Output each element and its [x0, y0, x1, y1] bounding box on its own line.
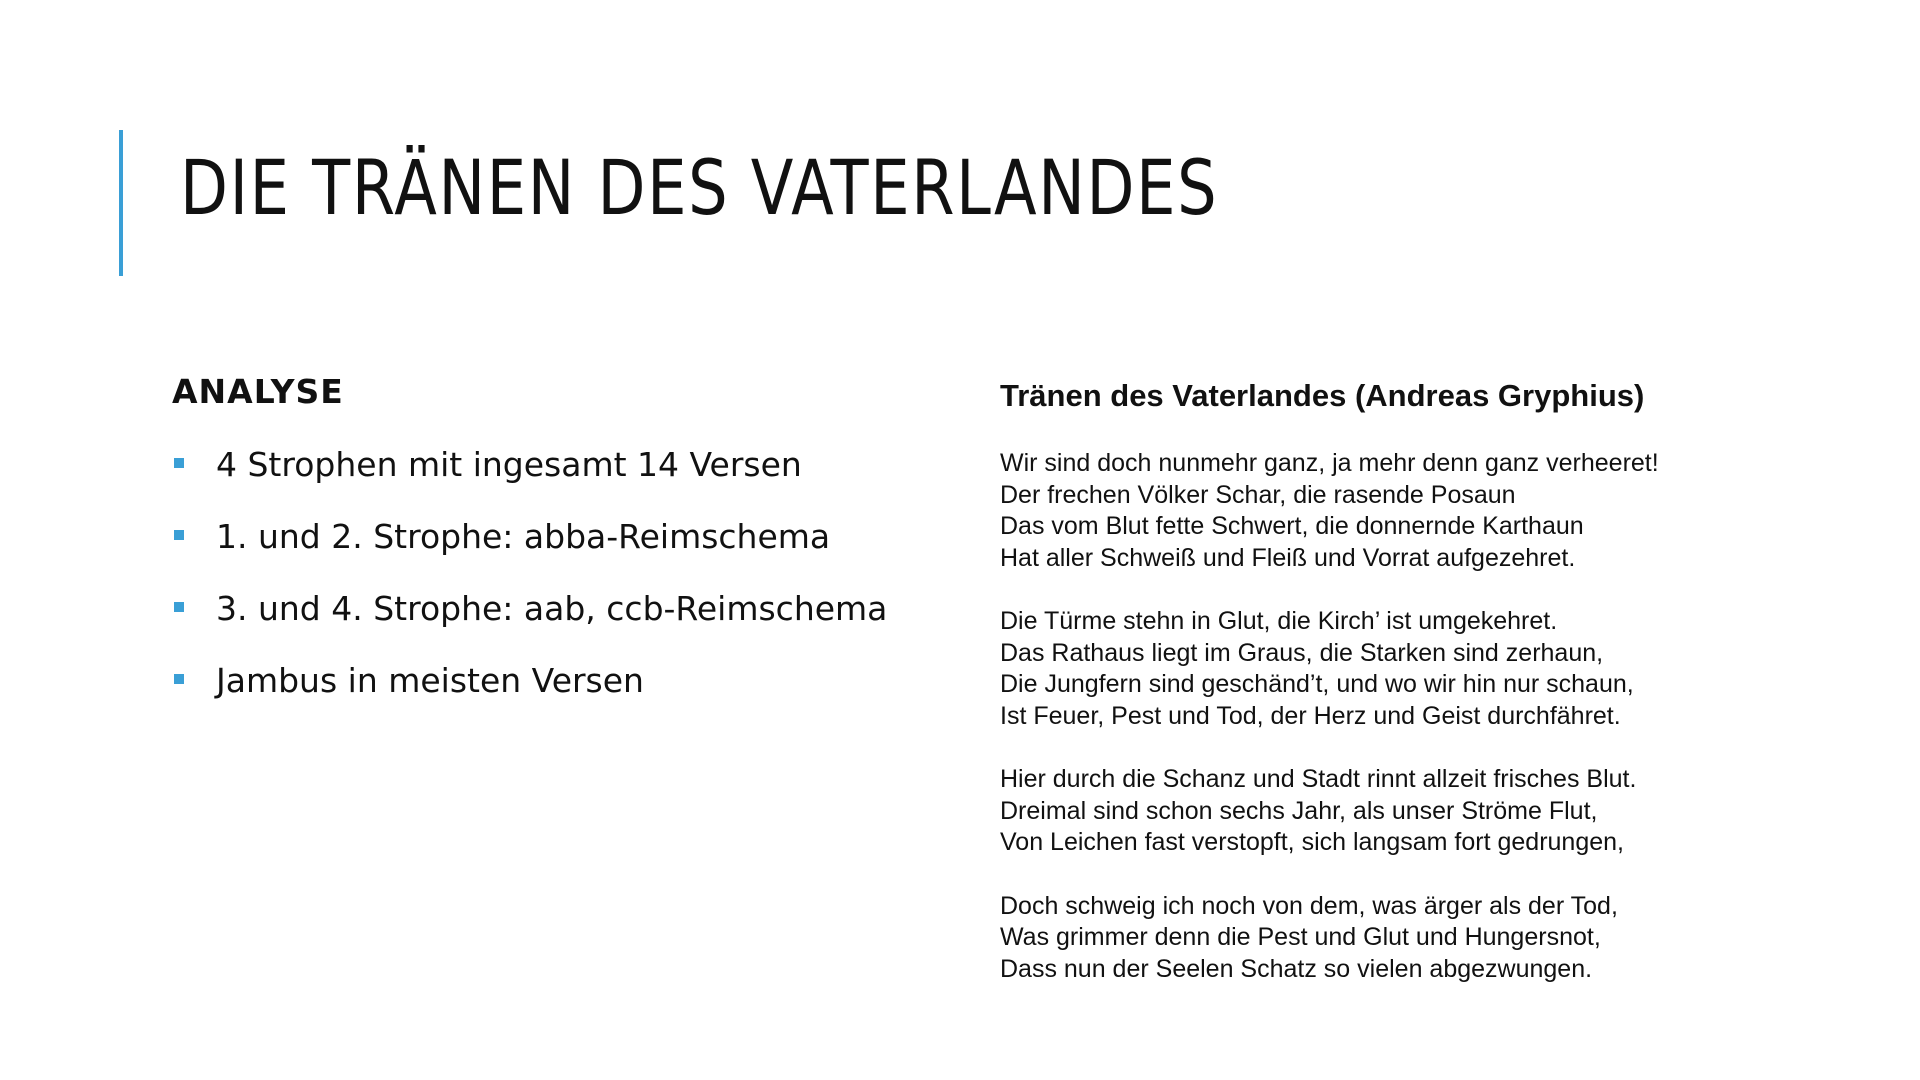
square-bullet-icon	[174, 674, 184, 684]
poem-verse: Die Türme stehn in Glut, die Kirch’ ist umgekehret.	[1000, 607, 1558, 635]
poem-stanza-2	[1000, 606, 1740, 732]
bullet-text: 4 Strophen mit ingesamt 14 Versen	[216, 445, 802, 484]
poem-verse: Was grimmer denn die Pest und Glut und Hungersnot,	[1000, 923, 1601, 951]
square-bullet-icon	[174, 530, 184, 540]
poem-verse: Das Rathaus liegt im Graus, die Starken sind zerhaun,	[1000, 638, 1604, 667]
analysis-bullet-item	[172, 587, 912, 631]
poem-verse: Die Jungfern sind geschänd’t, und wo wir hin nur schaun,	[1000, 670, 1634, 698]
analysis-section	[172, 372, 912, 731]
poem-title: Tränen des Vaterlandes (Andreas Gryphius)	[1000, 378, 1645, 413]
bullet-text: 3. und 4. Strophe: aab, ccb-Reimschema	[216, 589, 888, 628]
analysis-bullet-item	[172, 659, 912, 703]
poem-verse: Wir sind doch nunmehr ganz, ja mehr denn ganz verheeret!	[1000, 449, 1659, 477]
poem-verse: Der frechen Völker Schar, die rasende Posaun	[1000, 480, 1516, 509]
poem-stanza-1	[1000, 448, 1740, 574]
analysis-bullet-item	[172, 515, 912, 559]
title-accent-bar	[119, 130, 123, 276]
analysis-bullet-list	[172, 443, 912, 703]
analysis-heading: ANALYSE	[172, 372, 344, 411]
poem-verse: Hat aller Schweiß und Fleiß und Vorrat aufgezehret.	[1000, 543, 1576, 572]
bullet-text: Jambus in meisten Versen	[216, 661, 644, 700]
bullet-text: 1. und 2. Strophe: abba-Reimschema	[216, 517, 831, 556]
analysis-bullet-item	[172, 443, 912, 487]
square-bullet-icon	[174, 458, 184, 468]
poem-image-panel	[1000, 378, 1740, 1017]
poem-stanza-4	[1000, 891, 1740, 986]
square-bullet-icon	[174, 602, 184, 612]
poem-verse: Dass nun der Seelen Schatz so vielen abgezwungen.	[1000, 954, 1593, 983]
poem-verse: Ist Feuer, Pest und Tod, der Herz und Geist durchfähret.	[1000, 701, 1621, 730]
poem-verse: Hier durch die Schanz und Stadt rinnt allzeit frisches Blut.	[1000, 765, 1637, 793]
poem-verse: Von Leichen fast verstopft, sich langsam fort gedrungen,	[1000, 828, 1624, 856]
poem-stanza-3	[1000, 764, 1740, 859]
poem-verse: Das vom Blut fette Schwert, die donnernde Karthaun	[1000, 512, 1584, 540]
slide-title: DIE TRÄNEN DES VATERLANDES	[180, 143, 1219, 232]
poem-verse: Doch schweig ich noch von dem, was ärger als der Tod,	[1000, 891, 1618, 920]
poem-verse: Dreimal sind schon sechs Jahr, als unser Ströme Flut,	[1000, 796, 1598, 825]
